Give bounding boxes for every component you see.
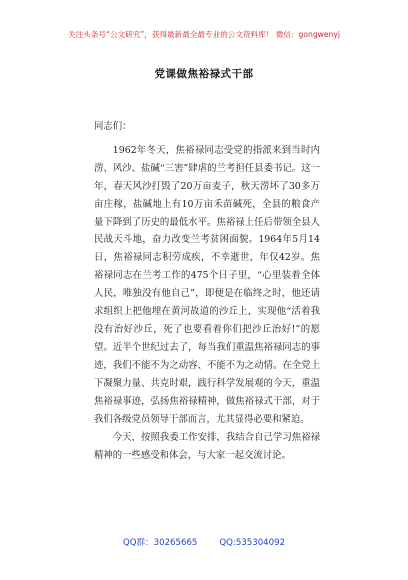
paragraph-1: 1962年冬天，焦裕禄同志受党的指派来到当时内涝、风沙、盐碱“三害”肆虐的兰考担任县委书记。这一年，春天风沙打毁了20万亩麦子，秋天涝坏了30多万亩庄稼，盐碱地上有10万亩禾苗碱死，全县的粮食产量下降到了历史的最低水平。焦裕禄上任后带领全县人民战天斗地，奋力改变兰考贫困面貌。1964年5月14日，焦裕禄同志积劳成疾，不幸逝世，年仅42岁。焦裕禄同志在兰考工作的475个日子里，“心里装着全体人民，唯独没有他自己”，即便是在临终之时，他还请求组织上把他埋在黄河故道的沙丘上，实现他“活着我没有治好沙丘，死了也要看着你们把沙丘治好!”的愿望。近半个世纪过去了，每当我们重温焦裕禄同志的事迹，我们不能不为之动容、不能不为之动情。在全党上下凝聚力量、共克时艰，践行科学发展观的今天，重温焦裕禄事迹，弘扬焦裕禄精神，做焦裕禄式干部，对于我们各级党员领导干部而言，尤其显得必要和紧迫。	[94, 144, 320, 425]
promo-header-note: 关注头条号“公文研究”，获得最新最全最专业的公文资料库！ 微信：gongwenyj	[68, 30, 340, 39]
greeting: 同志们：	[94, 121, 132, 132]
contact-footer	[0, 536, 408, 548]
document-body	[94, 118, 320, 465]
footer-qq-group: QQ群：30265665	[122, 538, 198, 548]
footer-qq: QQ:535304092	[219, 538, 286, 548]
paragraph-2: 今天，按照我委工作安排，我结合自己学习焦裕禄精神的一些感受和体会，与大家一起交流讨论。	[94, 432, 320, 462]
page-title: 党课做焦裕禄式干部	[154, 68, 254, 80]
